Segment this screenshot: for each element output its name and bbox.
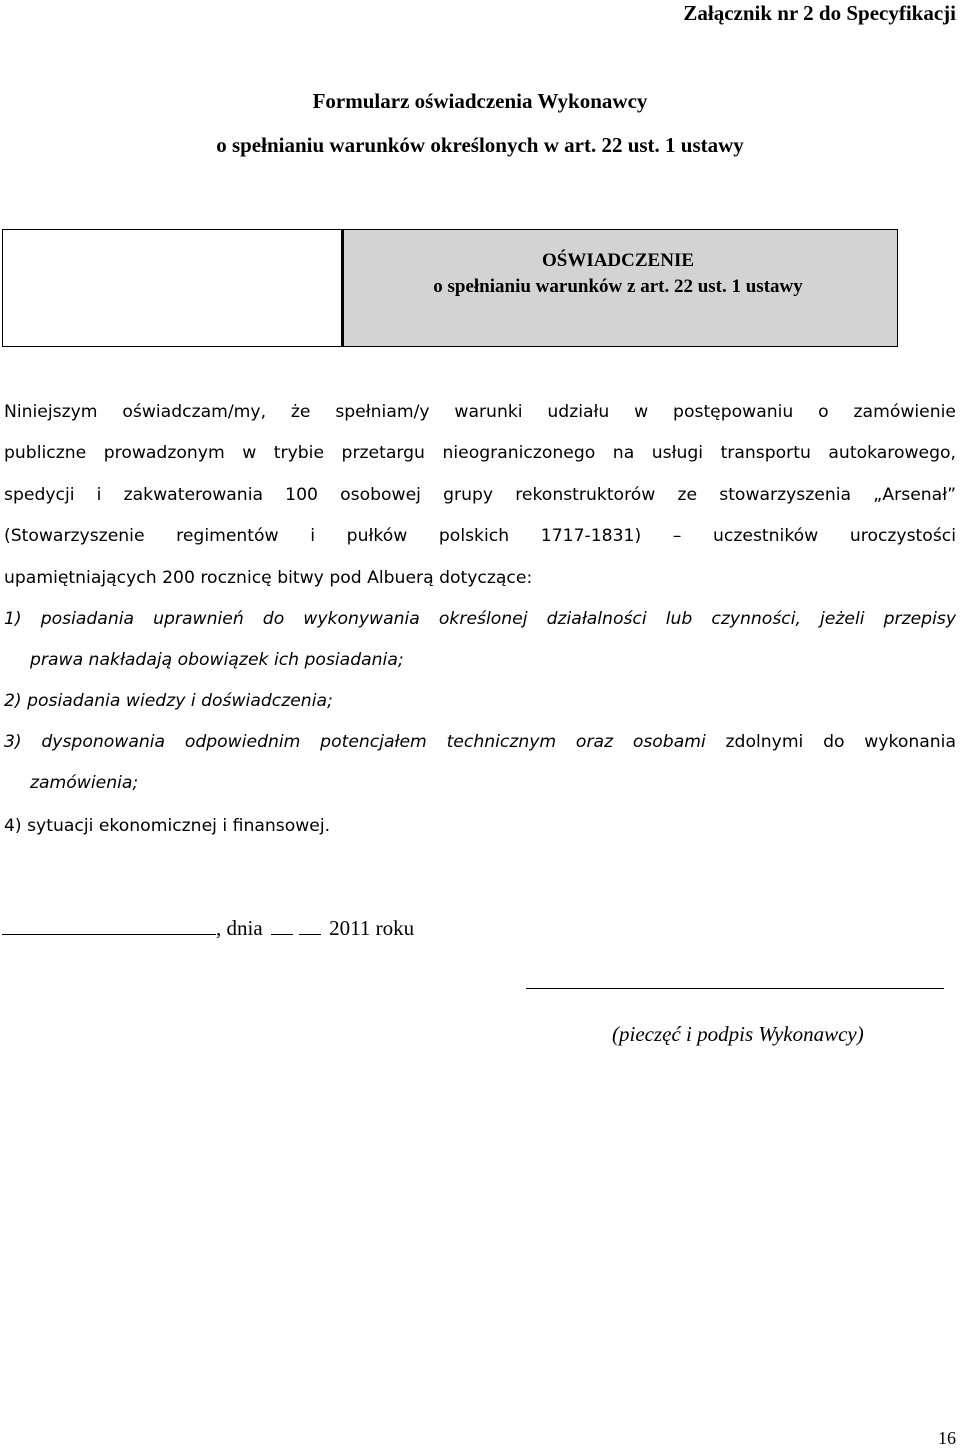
intro-paragraph xyxy=(4,392,956,599)
intro-line-2: publiczne prowadzonym w trybie przetargu nieograniczonego na usługi transportu autokarowego, xyxy=(4,443,956,464)
intro-line-4: (Stowarzyszenie regimentów i pułków polskich 1717-1831) – uczestników uroczystości xyxy=(4,526,956,547)
day-blank[interactable] xyxy=(271,914,293,935)
item4-line: 4) sytuacji ekonomicznej i finansowej. xyxy=(4,816,331,836)
item3-part-a: 3) dysponowania odpowiednim potencjałem technicznym oraz osobami xyxy=(4,732,726,752)
condition-item-4 xyxy=(4,806,956,847)
item1-line1: 1) posiadania uprawnień do wykonywania określonej działalności lub czynności, jeżeli przepisy xyxy=(4,609,956,629)
condition-item-3 xyxy=(4,722,956,805)
date-dnia-label: , dnia xyxy=(216,916,263,940)
page-number: 16 xyxy=(938,1428,956,1448)
form-title-line2: o spełnianiu warunków określonych w art. 22 ust. 1 ustawy xyxy=(216,133,744,157)
intro-line-5: upamiętniających 200 rocznicę bitwy pod Albuerą dotyczące: xyxy=(4,567,533,588)
item3-line1 xyxy=(4,722,956,763)
item1-line2: prawa nakładają obowiązek ich posiadania; xyxy=(30,650,404,671)
signature-caption: (pieczęć i podpis Wykonawcy) xyxy=(612,1022,864,1046)
condition-item-2 xyxy=(4,681,956,722)
attachment-label: Załącznik nr 2 do Specyfikacji xyxy=(683,1,956,25)
form-title-line1: Formularz oświadczenia Wykonawcy xyxy=(312,89,648,113)
intro-line-3: spedycji i zakwaterowania 100 osobowej grupy rekonstruktorów ze stowarzyszenia „Arsenał” xyxy=(4,484,956,505)
item2-line: 2) posiadania wiedzy i doświadczenia; xyxy=(4,691,333,711)
signature-line[interactable] xyxy=(526,988,944,989)
place-blank[interactable] xyxy=(2,914,216,935)
statement-title: OŚWIADCZENIE xyxy=(541,250,695,271)
month-blank[interactable] xyxy=(299,914,321,935)
date-year-label: 2011 roku xyxy=(329,916,415,940)
item3-part-b: zdolnymi do wykonania xyxy=(725,732,956,752)
statement-subtitle: o spełnianiu warunków z art. 22 ust. 1 ustawy xyxy=(433,276,803,297)
item3-line2: zamówienia; xyxy=(30,773,139,794)
condition-item-1 xyxy=(4,599,956,682)
date-line xyxy=(2,913,414,943)
intro-line-1: Niniejszym oświadczam/my, że spełniam/y warunki udziału w postępowaniu o zamówienie xyxy=(4,402,956,422)
